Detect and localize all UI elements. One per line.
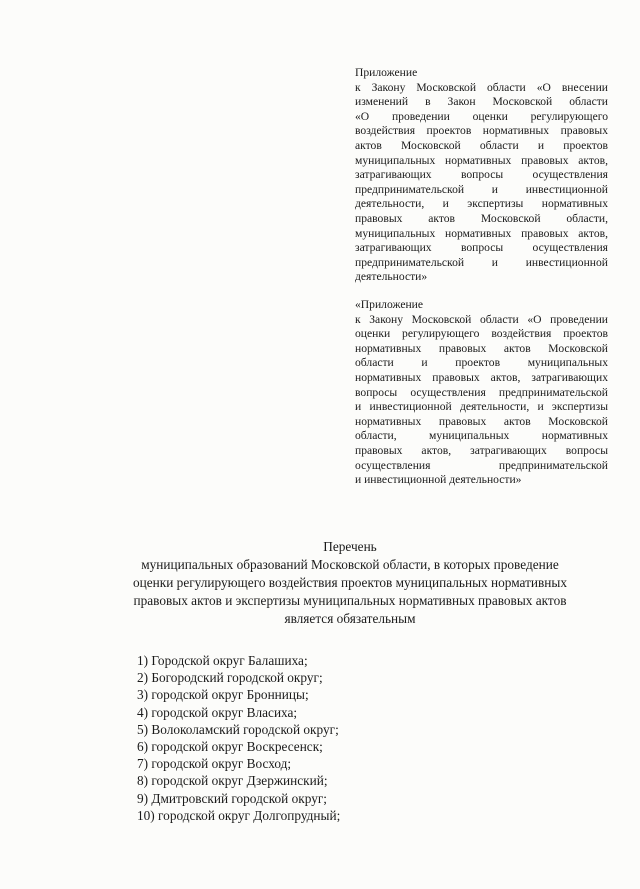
annex-line: нормативных правовых актов, затрагивающих (355, 370, 608, 384)
list-item: 9) Дмитровский городской округ; (137, 790, 327, 806)
annex-line: предпринимательской и инвестиционной (355, 182, 608, 196)
list-item: 1) Городской округ Балашиха; (137, 653, 308, 668)
annex-line: оценки регулирующего воздействия проектов (355, 327, 608, 341)
annex-line: «Приложение (355, 298, 424, 311)
annex-line: нормативных правовых актов Московской (355, 341, 608, 355)
list-item: 10) городской округ Долгопрудный; (137, 807, 341, 823)
annex-line: Приложение (355, 66, 418, 79)
list-item: 7) городской округ Восход; (137, 756, 292, 772)
annex-line: затрагивающих вопросы осуществления (355, 241, 608, 255)
list-item: 2) Богородский городской округ; (137, 670, 323, 686)
annex-line: нормативных правовых актов Московской (355, 414, 608, 428)
list-heading (60, 538, 640, 628)
list-item: 4) городской округ Власиха; (137, 704, 298, 720)
heading-line: является обязательным (284, 611, 416, 626)
list-item: 6) городской округ Воскресенск; (137, 739, 323, 755)
annex-line: и инвестиционной деятельности, и экспертизы (355, 400, 608, 414)
annex-line: деятельности» (355, 270, 428, 284)
annex-line: вопросы осуществления предпринимательской (355, 385, 608, 399)
annex-line: деятельности, и экспертизы нормативных (355, 197, 608, 211)
heading-line: оценки регулирующего воздействия проектов муниципальных нормативных (133, 575, 567, 590)
annex-line: к Закону Московской области «О внесении (355, 80, 608, 94)
list-item: 3) городской округ Бронницы; (137, 687, 309, 703)
annex-line: муниципальных нормативных правовых актов, (355, 226, 608, 240)
annex-line: затрагивающих вопросы осуществления (355, 168, 608, 182)
annex-line: актов Московской области и проектов (355, 138, 608, 152)
heading-line: правовых актов и экспертизы муниципальных нормативных правовых актов (133, 593, 567, 608)
heading-line: муниципальных образований Московской области, в которых проведение (141, 557, 559, 572)
annex-line: изменений в Закон Московской области (355, 95, 608, 109)
annex-line: «О проведении оценки регулирующего (355, 109, 608, 123)
annex-line: осуществления предпринимательской (355, 458, 608, 472)
annex-header-original (355, 298, 608, 488)
municipality-list (137, 652, 457, 824)
annex-line: области, муниципальных нормативных (355, 429, 608, 443)
annex-line: правовых актов, затрагивающих вопросы (355, 443, 608, 457)
annex-line: и инвестиционной деятельности» (355, 473, 522, 487)
list-item: 5) Волоколамский городской округ; (137, 721, 339, 737)
annex-line: области и проектов муниципальных (355, 356, 608, 370)
annex-line: предпринимательской и инвестиционной (355, 255, 608, 269)
annex-line: к Закону Московской области «О проведении (355, 312, 608, 326)
heading-title: Перечень (323, 539, 377, 554)
annex-header-amendment (355, 66, 608, 285)
annex-line: правовых актов Московской области, (355, 211, 608, 225)
annex-line: воздействия проектов нормативных правовых (355, 124, 608, 138)
annex-line: муниципальных нормативных правовых актов, (355, 153, 608, 167)
list-item: 8) городской округ Дзержинский; (137, 773, 328, 789)
